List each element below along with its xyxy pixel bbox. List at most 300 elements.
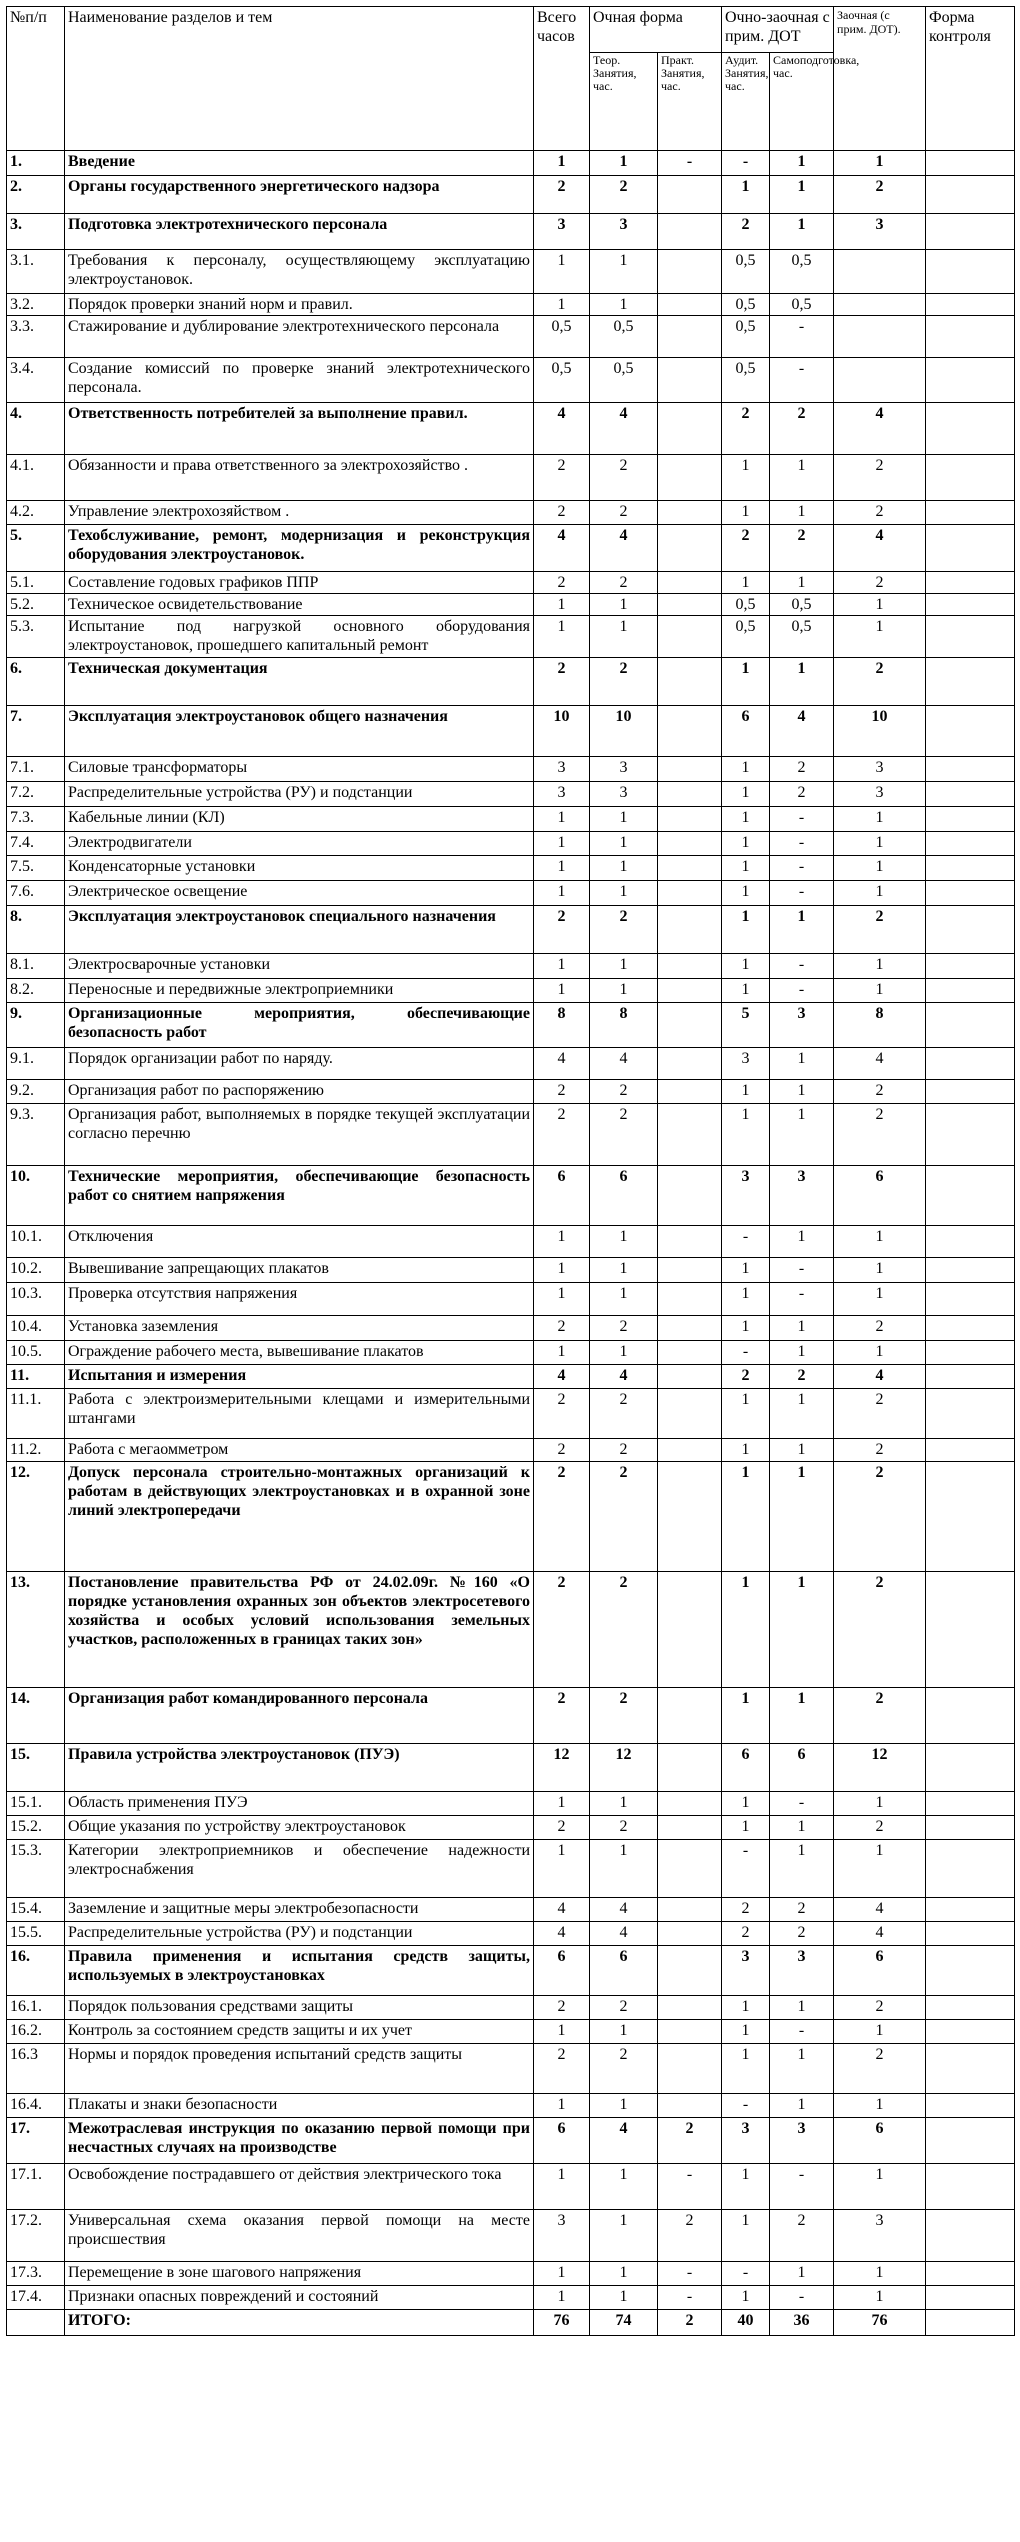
- row-practice: -: [658, 2164, 722, 2210]
- table-row: [7, 658, 1015, 706]
- row-self-study: 2: [770, 1922, 834, 1946]
- row-theory: 2: [590, 176, 658, 214]
- row-name: Контроль за состоянием средств защиты и их учет: [65, 2020, 534, 2044]
- row-number: 9.3.: [7, 1104, 65, 1166]
- row-theory: 6: [590, 1946, 658, 1996]
- row-auditory: 0,5: [722, 358, 770, 403]
- row-distance: 1: [834, 1840, 926, 1898]
- header-auditory: Аудит. Занятия, час.: [722, 53, 770, 151]
- row-distance: [834, 316, 926, 358]
- row-control: [926, 1365, 1015, 1389]
- row-name: Техническая документация: [65, 658, 534, 706]
- row-name: Переносные и передвижные электроприемники: [65, 979, 534, 1003]
- row-name: Ответственность потребителей за выполнение правил.: [65, 403, 534, 455]
- row-control: [926, 1048, 1015, 1080]
- row-auditory: 3: [722, 1048, 770, 1080]
- row-practice: [658, 1996, 722, 2020]
- row-name: Организация работ по распоряжению: [65, 1080, 534, 1104]
- header-name: Наименование разделов и тем: [65, 7, 534, 151]
- row-theory: 2: [590, 572, 658, 594]
- row-self-study: 1: [770, 1996, 834, 2020]
- row-self-study: 1: [770, 1048, 834, 1080]
- row-control: [926, 2210, 1015, 2262]
- row-total: 1: [534, 1840, 590, 1898]
- row-number: 16.1.: [7, 1996, 65, 2020]
- row-self-study: -: [770, 358, 834, 403]
- row-control: [926, 1898, 1015, 1922]
- row-name: Межотраслевая инструкция по оказанию первой помощи при несчастных случаях на производстве: [65, 2118, 534, 2164]
- row-name: Заземление и защитные меры электробезопасности: [65, 1898, 534, 1922]
- row-theory: 1: [590, 2094, 658, 2118]
- row-self-study: 1: [770, 2044, 834, 2094]
- row-name: Перемещение в зоне шагового напряжения: [65, 2262, 534, 2286]
- header-practice: Практ. Занятия, час.: [658, 53, 722, 151]
- table-row: [7, 501, 1015, 525]
- row-total: 4: [534, 1922, 590, 1946]
- table-row: [7, 616, 1015, 658]
- row-practice: -: [658, 2286, 722, 2310]
- row-theory: 1: [590, 294, 658, 316]
- row-theory: 1: [590, 832, 658, 856]
- row-total: 2: [534, 1316, 590, 1341]
- row-control: [926, 906, 1015, 954]
- row-number: 7.4.: [7, 832, 65, 856]
- row-self-study: 1: [770, 1840, 834, 1898]
- row-number: 4.2.: [7, 501, 65, 525]
- row-control: [926, 2044, 1015, 2094]
- row-control: [926, 1462, 1015, 1572]
- header-total: Всего часов: [534, 7, 590, 151]
- row-total: 3: [534, 2210, 590, 2262]
- row-name: Признаки опасных повреждений и состояний: [65, 2286, 534, 2310]
- row-practice: [658, 403, 722, 455]
- row-distance: 1: [834, 856, 926, 881]
- row-distance: 1: [834, 954, 926, 979]
- row-practice: [658, 832, 722, 856]
- row-total: 1: [534, 2164, 590, 2210]
- row-control: [926, 1080, 1015, 1104]
- row-distance: 3: [834, 214, 926, 250]
- row-distance: 1: [834, 2262, 926, 2286]
- row-total: 1: [534, 1226, 590, 1258]
- row-theory: 1: [590, 2210, 658, 2262]
- row-theory: 1: [590, 2020, 658, 2044]
- row-number: 17.3.: [7, 2262, 65, 2286]
- row-theory: 3: [590, 214, 658, 250]
- row-auditory: 1: [722, 1816, 770, 1840]
- row-control: [926, 856, 1015, 881]
- row-total: 0,5: [534, 316, 590, 358]
- row-practice: [658, 525, 722, 572]
- header-distance: Заочная (с прим. ДОТ).: [834, 7, 926, 151]
- row-auditory: 1: [722, 1462, 770, 1572]
- row-name: Категории электроприемников и обеспечение надежности электроснабжения: [65, 1840, 534, 1898]
- row-auditory: 1: [722, 501, 770, 525]
- row-total: 2: [534, 1996, 590, 2020]
- row-distance: 2: [834, 1439, 926, 1462]
- row-number: 11.1.: [7, 1389, 65, 1439]
- row-total: 2: [534, 2044, 590, 2094]
- row-auditory: 1: [722, 2044, 770, 2094]
- row-number: 4.1.: [7, 455, 65, 501]
- row-theory: 1: [590, 2164, 658, 2210]
- row-self-study: 3: [770, 1946, 834, 1996]
- row-distance: 1: [834, 807, 926, 832]
- row-total: 6: [534, 1946, 590, 1996]
- row-distance: 6: [834, 1946, 926, 1996]
- row-total: 1: [534, 2020, 590, 2044]
- row-total: 2: [534, 1572, 590, 1688]
- row-auditory: 1: [722, 1439, 770, 1462]
- row-auditory: -: [722, 1341, 770, 1365]
- row-name: Испытания и измерения: [65, 1365, 534, 1389]
- row-theory: 2: [590, 1816, 658, 1840]
- row-number: 3.3.: [7, 316, 65, 358]
- row-self-study: 36: [770, 2310, 834, 2336]
- row-practice: [658, 1946, 722, 1996]
- row-theory: 0,5: [590, 316, 658, 358]
- table-row: [7, 782, 1015, 807]
- row-auditory: 2: [722, 525, 770, 572]
- row-name: Управление электрохозяйством .: [65, 501, 534, 525]
- row-control: [926, 832, 1015, 856]
- row-auditory: 3: [722, 1166, 770, 1226]
- row-self-study: 2: [770, 782, 834, 807]
- row-distance: 1: [834, 1792, 926, 1816]
- row-practice: [658, 1226, 722, 1258]
- row-control: [926, 1816, 1015, 1840]
- row-self-study: 0,5: [770, 616, 834, 658]
- row-auditory: 1: [722, 881, 770, 906]
- row-practice: [658, 1258, 722, 1283]
- row-name: Правила устройства электроустановок (ПУЭ): [65, 1744, 534, 1792]
- table-row: [7, 1104, 1015, 1166]
- row-number: 6.: [7, 658, 65, 706]
- row-theory: 3: [590, 757, 658, 782]
- row-distance: 1: [834, 832, 926, 856]
- row-name: Испытание под нагрузкой основного оборудования электроустановок, прошедшего капитальный ремонт: [65, 616, 534, 658]
- row-total: 3: [534, 757, 590, 782]
- row-distance: 2: [834, 1816, 926, 1840]
- row-distance: 6: [834, 2118, 926, 2164]
- row-practice: [658, 757, 722, 782]
- row-theory: 2: [590, 1389, 658, 1439]
- row-theory: 4: [590, 403, 658, 455]
- table-row: [7, 1572, 1015, 1688]
- row-practice: 2: [658, 2210, 722, 2262]
- row-self-study: 2: [770, 403, 834, 455]
- header-full-time: Очная форма: [590, 7, 722, 53]
- row-number: 4.: [7, 403, 65, 455]
- row-auditory: 1: [722, 832, 770, 856]
- row-practice: [658, 294, 722, 316]
- table-row: [7, 572, 1015, 594]
- row-name: Силовые трансформаторы: [65, 757, 534, 782]
- row-auditory: -: [722, 151, 770, 176]
- row-name: ИТОГО:: [65, 2310, 534, 2336]
- row-practice: [658, 1316, 722, 1341]
- row-total: 1: [534, 294, 590, 316]
- row-total: 1: [534, 151, 590, 176]
- row-number: 7.6.: [7, 881, 65, 906]
- row-name: Общие указания по устройству электроустановок: [65, 1816, 534, 1840]
- row-theory: 8: [590, 1003, 658, 1048]
- row-number: 10.1.: [7, 1226, 65, 1258]
- table-row: [7, 1922, 1015, 1946]
- row-auditory: 0,5: [722, 294, 770, 316]
- row-name: Подготовка электротехнического персонала: [65, 214, 534, 250]
- table-row: [7, 2118, 1015, 2164]
- row-practice: [658, 1922, 722, 1946]
- row-control: [926, 1946, 1015, 1996]
- row-distance: 3: [834, 782, 926, 807]
- row-auditory: 1: [722, 1572, 770, 1688]
- row-distance: 10: [834, 706, 926, 757]
- row-control: [926, 616, 1015, 658]
- row-total: 4: [534, 1048, 590, 1080]
- row-self-study: 1: [770, 151, 834, 176]
- table-row: [7, 706, 1015, 757]
- table-row: [7, 1792, 1015, 1816]
- row-number: 13.: [7, 1572, 65, 1688]
- table-row: [7, 1744, 1015, 1792]
- row-self-study: -: [770, 979, 834, 1003]
- row-control: [926, 1792, 1015, 1816]
- row-distance: 1: [834, 2164, 926, 2210]
- row-total: 6: [534, 2118, 590, 2164]
- row-total: 1: [534, 1258, 590, 1283]
- row-auditory: 1: [722, 572, 770, 594]
- row-name: Освобождение пострадавшего от действия электрического тока: [65, 2164, 534, 2210]
- row-control: [926, 1341, 1015, 1365]
- row-number: 10.4.: [7, 1316, 65, 1341]
- row-name: Кабельные линии (КЛ): [65, 807, 534, 832]
- row-practice: [658, 1365, 722, 1389]
- table-row: [7, 455, 1015, 501]
- header-control: Форма контроля: [926, 7, 1015, 151]
- row-number: 7.5.: [7, 856, 65, 881]
- table-row: [7, 1462, 1015, 1572]
- row-auditory: 1: [722, 906, 770, 954]
- row-practice: [658, 1283, 722, 1316]
- row-auditory: 2: [722, 1922, 770, 1946]
- row-auditory: 1: [722, 782, 770, 807]
- row-name: Электросварочные установки: [65, 954, 534, 979]
- row-theory: 1: [590, 1840, 658, 1898]
- row-practice: [658, 358, 722, 403]
- table-row: [7, 1003, 1015, 1048]
- row-name: Эксплуатация электроустановок специального назначения: [65, 906, 534, 954]
- row-self-study: -: [770, 2286, 834, 2310]
- row-theory: 2: [590, 1688, 658, 1744]
- row-self-study: 2: [770, 525, 834, 572]
- row-practice: [658, 807, 722, 832]
- row-self-study: -: [770, 2020, 834, 2044]
- row-self-study: 1: [770, 1816, 834, 1840]
- row-control: [926, 1389, 1015, 1439]
- table-row: [7, 294, 1015, 316]
- row-total: 1: [534, 954, 590, 979]
- row-auditory: 40: [722, 2310, 770, 2336]
- row-theory: 1: [590, 881, 658, 906]
- row-name: Распределительные устройства (РУ) и подстанции: [65, 1922, 534, 1946]
- row-number: 11.2.: [7, 1439, 65, 1462]
- row-name: Нормы и порядок проведения испытаний средств защиты: [65, 2044, 534, 2094]
- row-auditory: 1: [722, 1283, 770, 1316]
- row-self-study: 1: [770, 1688, 834, 1744]
- table-row: [7, 1898, 1015, 1922]
- row-theory: 4: [590, 1898, 658, 1922]
- row-total: 10: [534, 706, 590, 757]
- row-control: [926, 979, 1015, 1003]
- row-distance: [834, 294, 926, 316]
- row-practice: 2: [658, 2310, 722, 2336]
- row-distance: 4: [834, 525, 926, 572]
- row-distance: 2: [834, 501, 926, 525]
- row-distance: 1: [834, 1258, 926, 1283]
- row-self-study: 1: [770, 1572, 834, 1688]
- table-body: [7, 151, 1015, 2336]
- row-name: Допуск персонала строительно-монтажных организаций к работам в действующих электроустановках и в охранной зоне линий электропередачи: [65, 1462, 534, 1572]
- row-self-study: 0,5: [770, 250, 834, 294]
- row-number: 15.3.: [7, 1840, 65, 1898]
- row-practice: [658, 1898, 722, 1922]
- table-row: [7, 1283, 1015, 1316]
- row-theory: 1: [590, 1258, 658, 1283]
- row-distance: 2: [834, 906, 926, 954]
- row-distance: [834, 358, 926, 403]
- row-number: 17.: [7, 2118, 65, 2164]
- row-total: 2: [534, 501, 590, 525]
- row-number: 16.: [7, 1946, 65, 1996]
- table-row: [7, 881, 1015, 906]
- row-self-study: 1: [770, 1341, 834, 1365]
- row-name: Универсальная схема оказания первой помощи на месте происшествия: [65, 2210, 534, 2262]
- row-control: [926, 1840, 1015, 1898]
- row-name: Организационные мероприятия, обеспечивающие безопасность работ: [65, 1003, 534, 1048]
- row-control: [926, 2310, 1015, 2336]
- row-auditory: 1: [722, 954, 770, 979]
- row-distance: 1: [834, 881, 926, 906]
- row-auditory: 1: [722, 1996, 770, 2020]
- row-self-study: 3: [770, 2118, 834, 2164]
- row-practice: [658, 1462, 722, 1572]
- row-practice: [658, 1439, 722, 1462]
- row-name: Организация работ командированного персонала: [65, 1688, 534, 1744]
- row-control: [926, 782, 1015, 807]
- row-number: 7.: [7, 706, 65, 757]
- row-self-study: 0,5: [770, 294, 834, 316]
- row-distance: 2: [834, 2044, 926, 2094]
- row-total: 4: [534, 1898, 590, 1922]
- row-name: Составление годовых графиков ППР: [65, 572, 534, 594]
- table-row: [7, 1439, 1015, 1462]
- row-distance: [834, 250, 926, 294]
- table-row: [7, 2262, 1015, 2286]
- row-number: 8.2.: [7, 979, 65, 1003]
- table-row: [7, 151, 1015, 176]
- header-part-time: Очно-заочная с прим. ДОТ: [722, 7, 834, 53]
- row-number: 11.: [7, 1365, 65, 1389]
- row-total: 8: [534, 1003, 590, 1048]
- row-control: [926, 658, 1015, 706]
- row-name: Организация работ, выполняемых в порядке текущей эксплуатации согласно перечню: [65, 1104, 534, 1166]
- row-control: [926, 706, 1015, 757]
- row-number: 10.: [7, 1166, 65, 1226]
- row-distance: 1: [834, 1226, 926, 1258]
- row-control: [926, 316, 1015, 358]
- row-self-study: 2: [770, 757, 834, 782]
- row-practice: [658, 1048, 722, 1080]
- row-practice: [658, 594, 722, 616]
- table-row: [7, 2094, 1015, 2118]
- row-self-study: 1: [770, 1462, 834, 1572]
- row-theory: 1: [590, 1283, 658, 1316]
- row-theory: 2: [590, 1104, 658, 1166]
- row-practice: [658, 782, 722, 807]
- row-self-study: -: [770, 856, 834, 881]
- row-distance: 2: [834, 1316, 926, 1341]
- row-distance: 6: [834, 1166, 926, 1226]
- row-practice: [658, 316, 722, 358]
- row-theory: 0,5: [590, 358, 658, 403]
- row-practice: [658, 1572, 722, 1688]
- row-theory: 12: [590, 1744, 658, 1792]
- row-distance: 3: [834, 2210, 926, 2262]
- row-number: 10.5.: [7, 1341, 65, 1365]
- row-auditory: 6: [722, 706, 770, 757]
- row-control: [926, 1996, 1015, 2020]
- table-row: [7, 1226, 1015, 1258]
- row-auditory: 1: [722, 2286, 770, 2310]
- curriculum-table: [6, 6, 1015, 2336]
- row-auditory: 0,5: [722, 594, 770, 616]
- table-row: [7, 214, 1015, 250]
- row-total: 1: [534, 1283, 590, 1316]
- table-row: [7, 1341, 1015, 1365]
- row-self-study: 1: [770, 1316, 834, 1341]
- header-self-study: Самоподготовка, час.: [770, 53, 834, 151]
- row-distance: 1: [834, 2286, 926, 2310]
- row-practice: [658, 706, 722, 757]
- row-distance: 1: [834, 1341, 926, 1365]
- row-self-study: 1: [770, 2094, 834, 2118]
- table-row: [7, 1258, 1015, 1283]
- row-name: Обязанности и права ответственного за электрохозяйство .: [65, 455, 534, 501]
- table-row: [7, 1166, 1015, 1226]
- row-number: 3.4.: [7, 358, 65, 403]
- row-self-study: 1: [770, 1104, 834, 1166]
- row-distance: 12: [834, 1744, 926, 1792]
- row-self-study: 3: [770, 1003, 834, 1048]
- row-practice: [658, 250, 722, 294]
- row-name: Эксплуатация электроустановок общего назначения: [65, 706, 534, 757]
- row-distance: 1: [834, 979, 926, 1003]
- row-self-study: -: [770, 316, 834, 358]
- row-auditory: 1: [722, 807, 770, 832]
- row-control: [926, 1572, 1015, 1688]
- row-theory: 2: [590, 658, 658, 706]
- row-auditory: 1: [722, 2020, 770, 2044]
- row-name: Ограждение рабочего места, вывешивание плакатов: [65, 1341, 534, 1365]
- row-self-study: 1: [770, 214, 834, 250]
- row-distance: 2: [834, 176, 926, 214]
- row-total: 4: [534, 403, 590, 455]
- row-auditory: 1: [722, 1258, 770, 1283]
- row-practice: [658, 658, 722, 706]
- row-distance: 1: [834, 2094, 926, 2118]
- row-practice: [658, 1688, 722, 1744]
